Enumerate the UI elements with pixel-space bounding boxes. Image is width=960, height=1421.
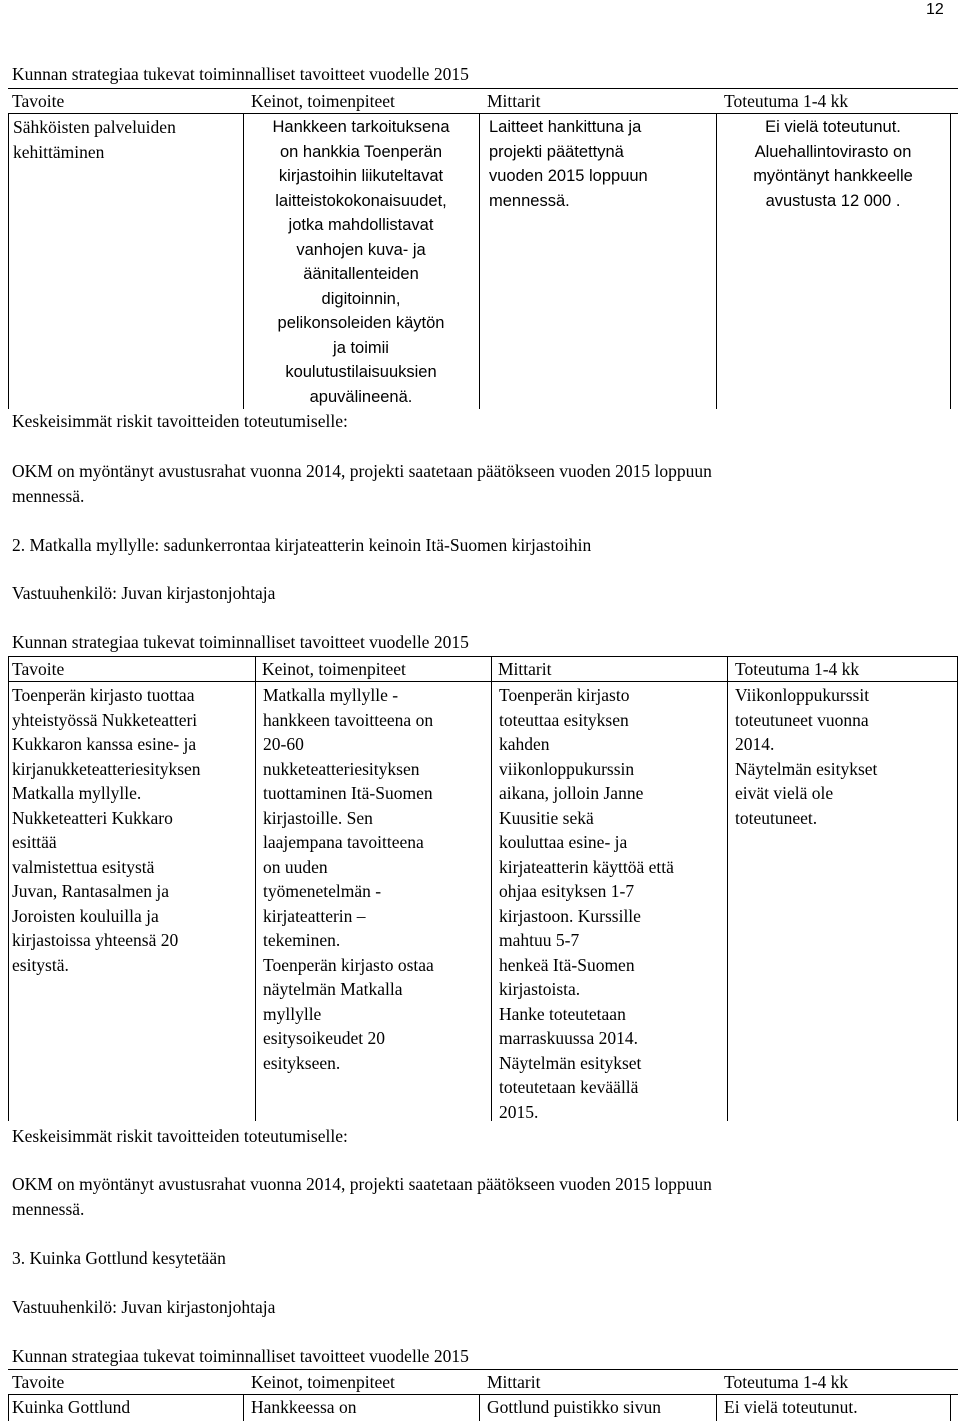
s2-tavoite-cell: Toenperän kirjasto tuottaa yhteistyössä Nukketeatteri Kukkaron kanssa esine- ja kirjanukketeatteriesityksen Matkalla myllylle. Nukketeatteri Kukkaro esittää valmistettua esitystä Juvan, Rantasalmen ja Joroisten kouluilla ja kirjastoissa yhteensä 20 esitystä. [12,685,201,975]
s3-keinot-cell: Hankkeessa on [251,1397,357,1417]
s1-tavoite-cell: Sähköisten palveluiden kehittäminen [13,117,176,162]
s1-risk-text: OKM on myöntänyt avustusrahat vuonna 2014, projekti saatetaan päätökseen vuoden 2015 loppuun mennessä. [12,461,712,506]
s1-mittarit-cell: Laitteet hankittuna ja projekti päätettynä vuoden 2015 loppuun mennessä. [489,118,648,210]
header-toteutuma: Toteutuma 1-4 kk [724,91,849,111]
header-keinot: Keinot, toimenpiteet [251,91,395,111]
table-caption: Kunnan strategiaa tukevat toiminnalliset tavoitteet vuodelle 2015 [12,64,469,84]
s1-keinot-cell: Hankkeen tarkoituksena on hankkia Toenperän kirjastoihin liikuteltavat laitteistokokonaisuudet, jotka mahdollistavat vanhojen kuva- ja äänitallenteiden digitoinnin, pelikonsoleiden käytön ja toimii koulutustilaisuuksien apuvälineenä. [272,118,450,406]
s3-heading: 3. Kuinka Gottlund kesytetään [12,1248,226,1268]
s3-tavoite-cell: Kuinka Gottlund [12,1397,131,1417]
s2-toteutuma-cell: Viikonloppukurssit toteutuneet vuonna 2014. Näytelmän esitykset eivät vielä ole toteutuneet. [735,685,878,828]
s3-toteutuma-cell: Ei vielä toteutunut. [724,1397,858,1417]
page-number: 12 [926,1,944,18]
header-keinot: Keinot, toimenpiteet [262,659,406,679]
header-tavoite: Tavoite [12,1372,65,1392]
s2-risks-label: Keskeisimmät riskit tavoitteiden toteutumiselle: [12,1126,348,1146]
table-caption: Kunnan strategiaa tukevat toiminnalliset tavoitteet vuodelle 2015 [12,1346,469,1366]
s1-toteutuma-cell: Ei vielä toteutunut. Aluehallintovirasto on myöntänyt hankkeelle avustusta 12 000 . [753,118,913,210]
s2-heading: 2. Matkalla myllylle: sadunkerrontaa kirjateatterin keinoin Itä-Suomen kirjastoihin [12,535,592,555]
s1-risks-label: Keskeisimmät riskit tavoitteiden toteutumiselle: [12,411,348,431]
s2-responsible: Vastuuhenkilö: Juvan kirjastonjohtaja [12,583,276,603]
s2-mittarit-cell: Toenperän kirjasto toteuttaa esityksen kahden viikonloppukurssin aikana, jolloin Janne Kuusitie sekä kouluttaa esine- ja kirjateatterin käyttöä että ohjaa esityksen 1-7 kirjastoon. Kurssille mahtuu 5-7 henkeä Itä-Suomen kirjastoista. Hanke toteutetaan marraskuussa 2014. Näytelmän esitykset toteutetaan keväällä 2015. [499,685,674,1122]
header-toteutuma: Toteutuma 1-4 kk [735,659,860,679]
header-tavoite: Tavoite [12,659,65,679]
s3-mittarit-cell: Gottlund puistikko sivun [487,1397,662,1417]
header-tavoite: Tavoite [12,91,65,111]
table-caption: Kunnan strategiaa tukevat toiminnalliset tavoitteet vuodelle 2015 [12,632,469,652]
header-toteutuma: Toteutuma 1-4 kk [724,1372,849,1392]
header-mittarit: Mittarit [487,1372,541,1392]
s2-keinot-cell: Matkalla myllylle - hankkeen tavoitteena on 20-60 nukketeatteriesityksen tuottaminen Itä-Suomen kirjastoille. Sen laajempana tavoitteena on uuden työmenetelmän - kirjateatterin – tekeminen. Toenperän kirjasto ostaa näytelmän Matkalla myllylle esitysoikeudet 20 esitykseen. [263,685,434,1073]
s2-risk-text: OKM on myöntänyt avustusrahat vuonna 2014, projekti saatetaan päätökseen vuoden 2015 loppuun mennessä. [12,1174,712,1219]
header-mittarit: Mittarit [487,91,541,111]
s3-responsible: Vastuuhenkilö: Juvan kirjastonjohtaja [12,1297,276,1317]
header-mittarit: Mittarit [498,659,552,679]
header-keinot: Keinot, toimenpiteet [251,1372,395,1392]
